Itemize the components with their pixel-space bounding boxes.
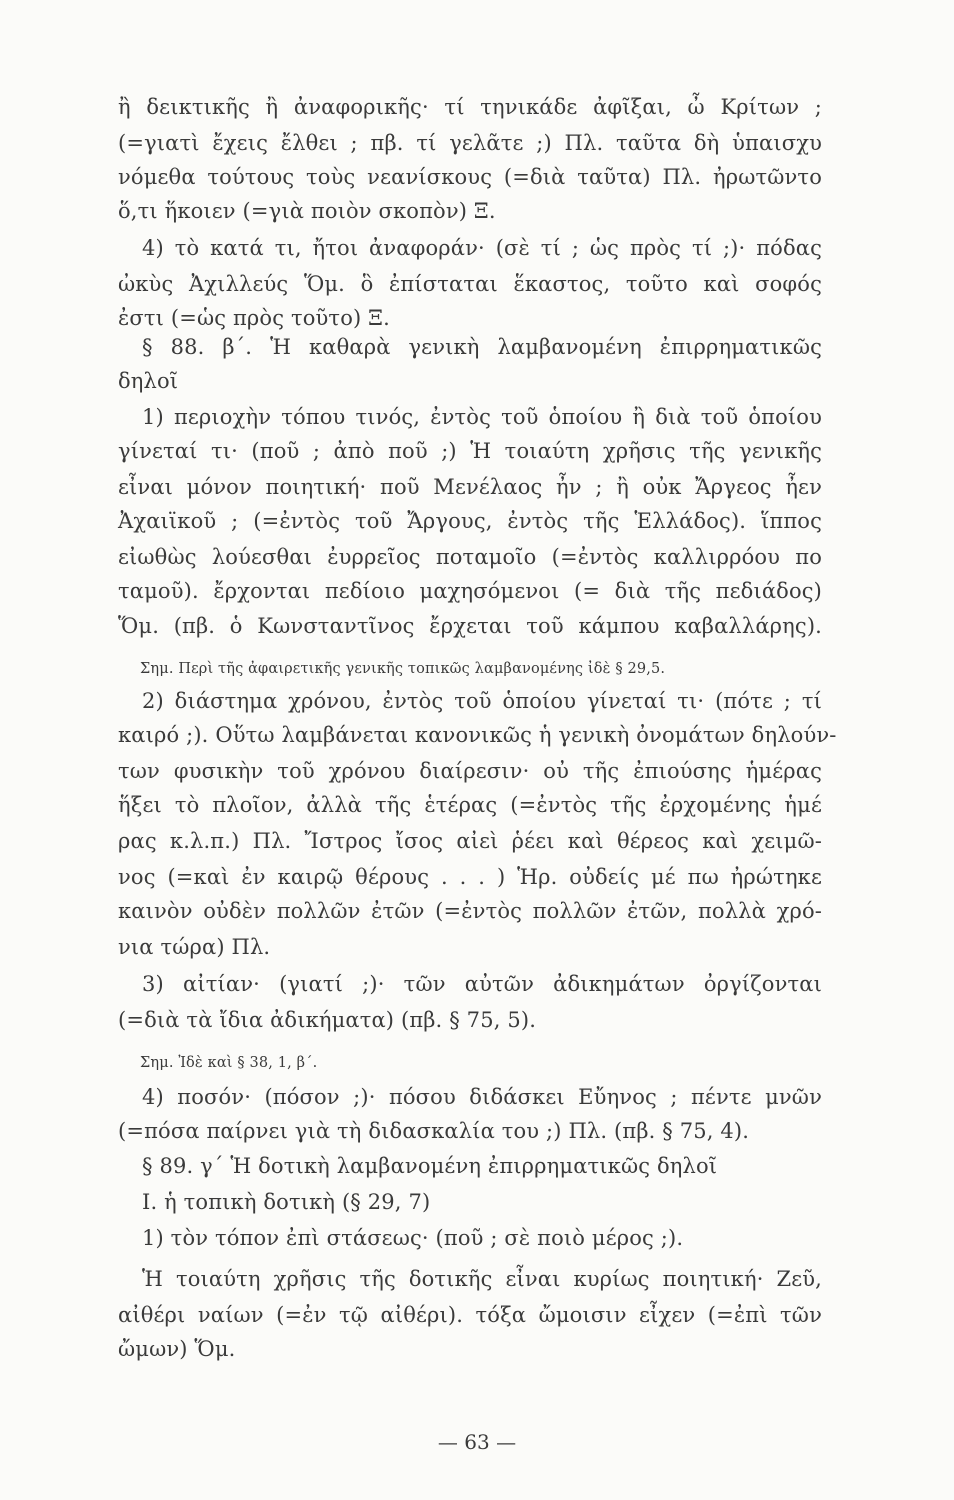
text-line: Ἡ τοιαύτη χρῆσις τῆς δοτικῆς εἶναι κυρίως ποιητική· Ζεῦ, [142,1267,822,1291]
text-line: εἰωθὼς λούεσθαι ἐυρρεῖος ποταμοῖο (=ἐντὸς καλλιρρόου πο [118,545,822,569]
text-line: ταμοῦ). ἔρχονται πεδίοιο μαχησόμενοι (= διὰ τῆς πεδιάδος) [118,579,822,603]
text-line: δηλοῖ [118,369,179,393]
text-line: 4) τὸ κατά τι, ἤτοι ἀναφοράν· (σὲ τί ; ὡς πρὸς τί ;)· πόδας [142,236,822,260]
text-line: καιρό ;). Οὕτω λαμβάνεται κανονικῶς ἡ γενικὴ ὀνομάτων δηλούν- [118,723,837,747]
text-line: νια τώρα) Πλ. [118,935,271,959]
text-line: 1) περιοχὴν τόπου τινός, ἐντὸς τοῦ ὁποίου ἢ διὰ τοῦ ὁποίου [142,405,822,429]
text-line: ἥξει τὸ πλοῖον, ἀλλὰ τῆς ἑτέρας (=ἐντὸς τῆς ἐρχομένης ἡμέ [118,793,822,817]
text-line: αἰθέρι ναίων (=ἐν τῷ αἰθέρι). τόξα ὤμοισιν εἶχεν (=ἐπὶ τῶν [118,1303,822,1327]
text-line: § 89. γ΄ Ἡ δοτικὴ λαμβανομένη ἐπιρρηματικῶς δηλοῖ [142,1154,718,1178]
text-line: Ἀχαιϊκοῦ ; (=ἐντὸς τοῦ Ἄργους, ἐντὸς τῆς Ἑλλάδος). ἵππος [118,509,822,533]
text-line: § 88. β΄. Ἡ καθαρὰ γενικὴ λαμβανομένη ἐπιρρηματικῶς [142,335,822,359]
text-line: Σημ. Ἰδὲ καὶ § 38, 1, β΄. [140,1055,318,1071]
text-line: ὤμων) Ὅμ. [118,1337,236,1361]
text-line: 4) ποσόν· (πόσον ;)· πόσου διδάσκει Εὔηνος ; πέντε μνῶν [142,1085,822,1109]
text-line: Ὅμ. (πβ. ὁ Κωνσταντῖνος ἔρχεται τοῦ κάμπου καβαλλάρης). [118,614,822,638]
text-line: (=γιατὶ ἔχεις ἔλθει ; πβ. τί γελᾶτε ;) Πλ. ταῦτα δὴ ὑπαισχυ [118,131,822,155]
text-line: (=διὰ τὰ ἴδια ἀδικήματα) (πβ. § 75, 5). [118,1008,537,1032]
text-line: (=πόσα παίρνει γιὰ τὴ διδασκαλία του ;) Πλ. (πβ. § 75, 4). [118,1119,750,1143]
text-line: Ι. ἡ τοπικὴ δοτικὴ (§ 29, 7) [142,1190,431,1214]
text-line: 3) αἰτίαν· (γιατί ;)· τῶν αὐτῶν ἀδικημάτων ὀργίζονται [142,972,822,996]
text-line: των φυσικὴν τοῦ χρόνου διαίρεσιν· οὐ τῆς ἐπιούσης ἡμέρας [118,759,822,783]
text-line: νόμεθα τούτους τοὺς νεανίσκους (=διὰ ταῦτα) Πλ. ἠρωτῶντο [118,165,822,189]
text-line: 1) τὸν τόπον ἐπὶ στάσεως· (ποῦ ; σὲ ποιὸ μέρος ;). [142,1226,684,1250]
text-line: νος (=καὶ ἐν καιρῷ θέρους . . . ) Ἡρ. οὐδείς μέ πω ἠρώτηκε [118,865,822,889]
text-line: 2) διάστημα χρόνου, ἐντὸς τοῦ ὁποίου γίνεταί τι· (πότε ; τί [142,689,822,713]
text-line: ρας κ.λ.π.) Πλ. Ἴστρος ἴσος αἰεὶ ῥέει καὶ θέρεος καὶ χειμῶ- [118,829,822,853]
page-number: — 63 — [437,1430,517,1454]
text-line: γίνεταί τι· (ποῦ ; ἀπὸ ποῦ ;) Ἡ τοιαύτη χρῆσις τῆς γενικῆς [118,439,822,463]
text-line: εἶναι μόνον ποιητική· ποῦ Μενέλαος ἦν ; ἢ οὐκ Ἄργεος ἦεν [118,475,822,499]
text-line: ὅ,τι ἥκοιεν (=γιὰ ποιὸν σκοπὸν) Ξ. [118,199,496,223]
text-line: ἐστι (=ὡς πρὸς τοῦτο) Ξ. [118,306,390,330]
text-line: ὠκὺς Ἀχιλλεύς Ὅμ. ὃ ἐπίσταται ἕκαστος, τοῦτο καὶ σοφός [118,272,822,296]
text-line: Σημ. Περὶ τῆς ἀφαιρετικῆς γενικῆς τοπικῶς λαμβανομένης ἰδὲ § 29,5. [140,661,666,677]
text-line: ἢ δεικτικῆς ἢ ἀναφορικῆς· τί τηνικάδε ἀφῖξαι, ὦ Κρίτων ; [118,95,822,119]
text-line: καινὸν οὐδὲν πολλῶν ἐτῶν (=ἐντὸς πολλῶν ἐτῶν, πολλὰ χρό- [118,899,822,923]
